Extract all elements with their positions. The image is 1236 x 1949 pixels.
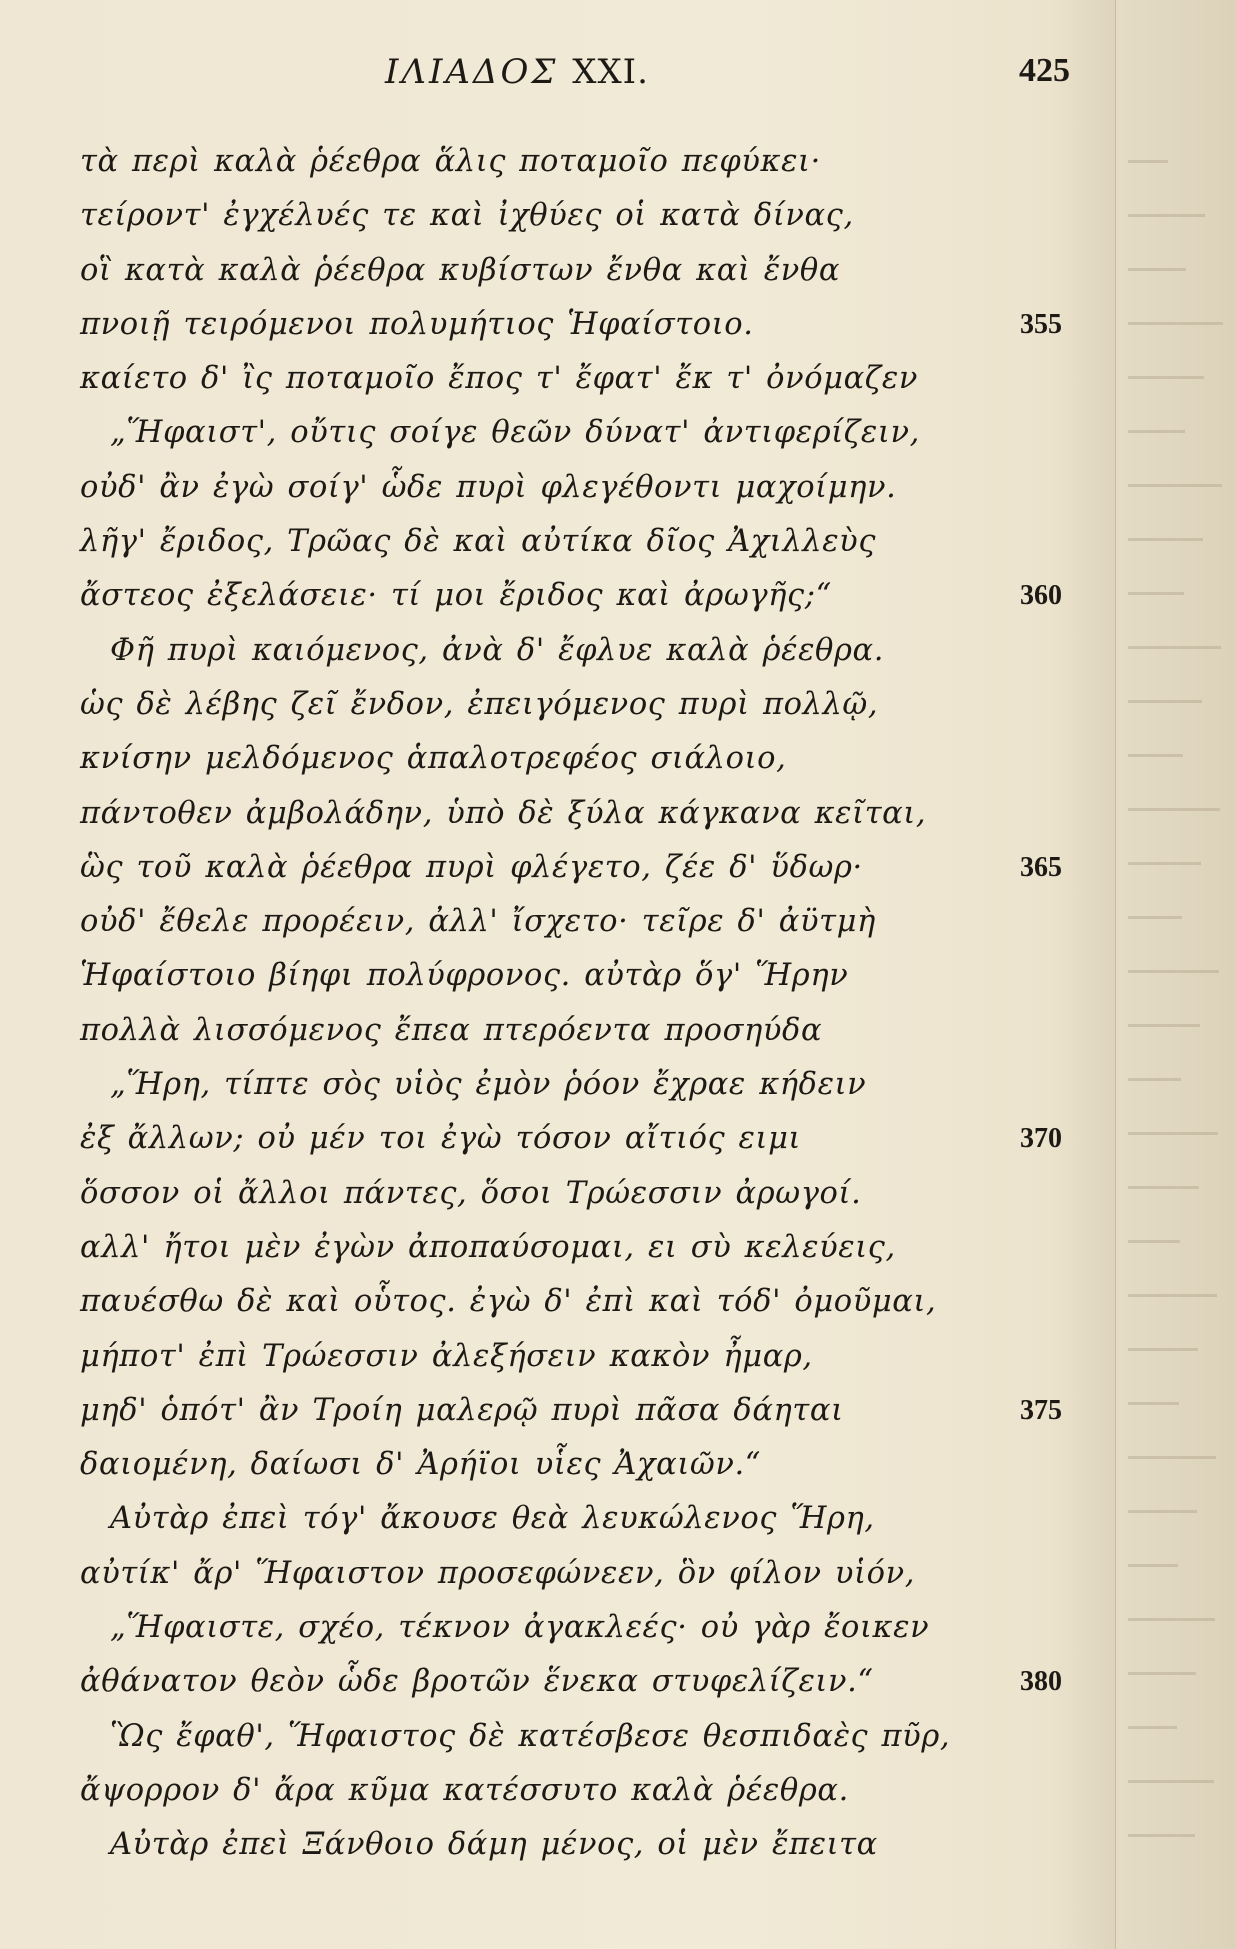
bleed-mark — [1128, 538, 1203, 541]
verse-text: ἐξ ἄλλων; οὐ μέν τοι ἐγὼ τόσον αἴτιός ειμι — [80, 1121, 802, 1157]
bleed-mark — [1128, 1726, 1177, 1729]
bleed-mark — [1128, 430, 1185, 433]
verse-line — [80, 1004, 1080, 1058]
verse-line — [80, 1167, 1080, 1221]
verse-text: πνοιῇ τειρόμενοι πολυμήτιος Ἡφαίστοιο. — [80, 306, 754, 342]
verse-text: Αὐτὰρ ἐπεὶ Ξάνθοιο δάμη μένος, οἱ μὲν ἔπειτα — [110, 1827, 878, 1863]
verse-text: ὣς τοῦ καλὰ ῥέεθρα πυρὶ φλέγετο, ζέε δ' ὕδωρ· — [80, 849, 863, 885]
verse-text: Ἡφαίστοιο βίηφι πολύφρονος. αὐτὰρ ὅγ' Ἥρην — [80, 958, 849, 994]
verse-line — [80, 1818, 1080, 1872]
verse-line — [80, 1384, 1080, 1438]
line-number: 375 — [1020, 1394, 1062, 1426]
bleed-mark — [1128, 646, 1221, 649]
verse-line — [80, 787, 1080, 841]
bleed-mark — [1128, 700, 1202, 703]
bleed-mark — [1128, 484, 1222, 487]
verse-text: παυέσθω δὲ καὶ οὗτος. ἐγὼ δ' ἐπὶ καὶ τόδ' ὀμοῦμαι, — [80, 1284, 937, 1320]
verse-text: Φῆ πυρὶ καιόμενος, ἀνὰ δ' ἔφλυε καλὰ ῥέεθρα. — [110, 632, 885, 668]
bleed-mark — [1128, 862, 1201, 865]
bleed-mark — [1128, 1834, 1195, 1837]
verse-text: αλλ' ἤτοι μὲν ἐγὼν ἀποπαύσομαι, ει σὺ κελεύεις, — [80, 1229, 896, 1265]
bleed-mark — [1128, 1564, 1178, 1567]
verse-text: μηδ' ὁπότ' ἂν Τροίη μαλερῷ πυρὶ πᾶσα δάηται — [80, 1392, 844, 1428]
verse-text: μήποτ' ἐπὶ Τρώεσσιν ἀλεξήσειν κακὸν ἦμαρ, — [80, 1338, 813, 1374]
bleed-mark — [1128, 1402, 1179, 1405]
verse-text: ἄψορρον δ' ἄρα κῦμα κατέσσυτο καλὰ ῥέεθρα. — [80, 1772, 849, 1808]
verse-text: ὡς δὲ λέβης ζεῖ ἔνδον, ἐπειγόμενος πυρὶ πολλῷ, — [80, 686, 879, 722]
verse-text: Αὐτὰρ ἐπεὶ τόγ' ἄκουσε θεὰ λευκώλενος Ἥρη, — [110, 1501, 875, 1537]
line-number: 370 — [1020, 1123, 1062, 1155]
bleed-mark — [1128, 1780, 1214, 1783]
bleed-mark — [1128, 322, 1223, 325]
verse-text: Ὣς ἔφαθ', Ἥφαιστος δὲ κατέσβεσε θεσπιδαὲς πῦρ, — [110, 1718, 951, 1754]
bleed-mark — [1128, 592, 1184, 595]
facing-page-edge — [1115, 0, 1236, 1949]
line-number: 360 — [1020, 580, 1062, 612]
verse-line — [80, 1492, 1080, 1546]
verse-line — [80, 1058, 1080, 1112]
verse-text: πολλὰ λισσόμενος ἔπεα πτερόεντα προσηύδα — [80, 1012, 823, 1048]
bleed-mark — [1128, 1672, 1196, 1675]
verse-line — [80, 461, 1080, 515]
bleed-mark — [1128, 268, 1186, 271]
verse-text: ἄστεος ἐξελάσειε· τί μοι ἔριδος καὶ ἀρωγῆς;“ — [80, 578, 832, 614]
verse-line — [80, 515, 1080, 569]
verse-text: λῆγ' ἔριδος, Τρῶας δὲ καὶ αὐτίκα δῖος Ἀχιλλεὺς — [80, 524, 876, 560]
verse-text: „Ἥφαιστ', οὔτις σοίγε θεῶν δύνατ' ἀντιφερίζειν, — [110, 415, 920, 451]
bleed-mark — [1128, 1510, 1197, 1513]
bleed-mark — [1128, 1186, 1199, 1189]
bleed-mark — [1128, 754, 1183, 757]
bleed-mark — [1128, 1294, 1217, 1297]
line-number: 355 — [1020, 308, 1062, 340]
verse-line — [80, 1710, 1080, 1764]
verse-text: πάντοθεν ἀμβολάδην, ὑπὸ δὲ ξύλα κάγκανα κεῖται, — [80, 795, 927, 831]
verse-line — [80, 1438, 1080, 1492]
verse-line — [80, 841, 1080, 895]
bleed-mark — [1128, 808, 1220, 811]
work-title: ΙΛΙΑΔΟΣ — [385, 52, 559, 92]
verse-line — [80, 949, 1080, 1003]
verse-line — [80, 1547, 1080, 1601]
verse-line — [80, 298, 1080, 352]
verse-text: κνίσην μελδόμενος ἁπαλοτρεφέος σιάλοιο, — [80, 741, 787, 777]
bleed-mark — [1128, 1348, 1198, 1351]
bleed-mark — [1128, 1618, 1215, 1621]
verse-line — [80, 895, 1080, 949]
line-number: 380 — [1020, 1666, 1062, 1698]
page-number: 425 — [1019, 52, 1070, 89]
verse-line — [80, 135, 1080, 189]
verse-line — [80, 1601, 1080, 1655]
verse-line — [80, 624, 1080, 678]
bleed-mark — [1128, 1078, 1181, 1081]
verse-text: ἀθάνατον θεὸν ὧδε βροτῶν ἕνεκα στυφελίζειν.“ — [80, 1664, 874, 1700]
verse-text: δαιομένη, δαίωσι δ' Ἀρήϊοι υἷες Ἀχαιῶν.“ — [80, 1447, 761, 1483]
verse-line — [80, 406, 1080, 460]
bleed-mark — [1128, 1024, 1200, 1027]
verse-text: τείροντ' ἐγχέλυές τε καὶ ἰχθύες οἱ κατὰ δίνας, — [80, 198, 854, 234]
verse-line — [80, 1221, 1080, 1275]
verse-text: „Ἥφαιστε, σχέο, τέκνον ἀγακλεές· οὐ γὰρ ἔοικεν — [110, 1610, 930, 1646]
bleed-mark — [1128, 160, 1168, 163]
verse-text: οἳ κατὰ καλὰ ῥέεθρα κυβίστων ἔνθα καὶ ἔνθα — [80, 252, 841, 288]
bleed-mark — [1128, 376, 1204, 379]
verse-line — [80, 189, 1080, 243]
verse-line — [80, 1764, 1080, 1818]
bleed-mark — [1128, 970, 1219, 973]
verse-text: καίετο δ' ἲς ποταμοῖο ἔπος τ' ἔφατ' ἔκ τ' ὀνόμαζεν — [80, 361, 919, 397]
bleed-mark — [1128, 1240, 1180, 1243]
bleed-mark — [1128, 1132, 1218, 1135]
verse-text: οὐδ' ἔθελε προρέειν, ἀλλ' ἴσχετο· τεῖρε δ' ἀϋτμὴ — [80, 904, 876, 940]
verse-text: ὅσσον οἱ ἄλλοι πάντες, ὅσοι Τρώεσσιν ἀρωγοί. — [80, 1175, 862, 1211]
verse-line — [80, 1112, 1080, 1166]
verse-text: αὐτίκ' ἄρ' Ἥφαιστον προσεφώνεεν, ὃν φίλον υἱόν, — [80, 1555, 916, 1591]
running-title — [385, 52, 649, 92]
verse-line — [80, 1330, 1080, 1384]
bleed-mark — [1128, 214, 1205, 217]
verse-line — [80, 678, 1080, 732]
verse-line — [80, 569, 1080, 623]
verse-line — [80, 244, 1080, 298]
verse-text: τὰ περὶ καλὰ ῥέεθρα ἅλις ποταμοῖο πεφύκει· — [80, 144, 821, 179]
verse-text: „Ἥρη, τίπτε σὸς υἱὸς ἐμὸν ῥόον ἔχραε κήδειν — [110, 1067, 867, 1103]
bleed-mark — [1128, 916, 1182, 919]
verse-text: οὐδ' ἂν ἐγὼ σοίγ' ὧδε πυρὶ φλεγέθοντι μαχοίμην. — [80, 469, 897, 505]
book-number: XXI. — [572, 52, 649, 92]
verse-block — [80, 135, 1080, 1873]
verse-line — [80, 1655, 1080, 1709]
running-header — [80, 52, 1070, 102]
verse-line — [80, 732, 1080, 786]
verse-line — [80, 352, 1080, 406]
bleed-mark — [1128, 1456, 1216, 1459]
line-number: 365 — [1020, 851, 1062, 883]
verse-line — [80, 1275, 1080, 1329]
